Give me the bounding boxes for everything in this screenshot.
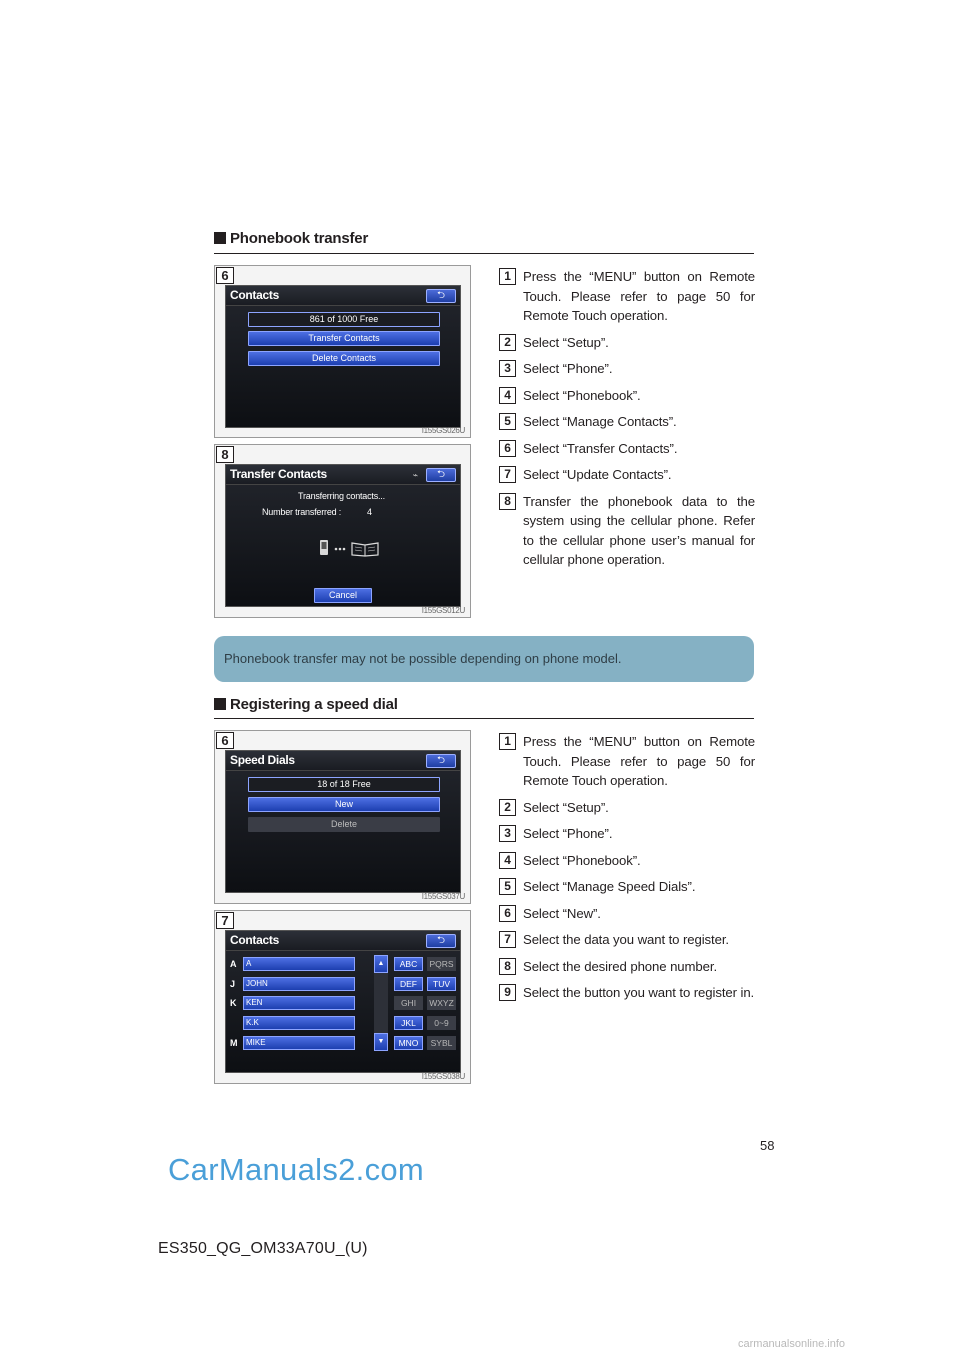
section-rule — [214, 253, 754, 254]
step-item: 3 Select “Phone”. — [499, 359, 755, 379]
figure-transfer-contacts — [214, 444, 471, 618]
figure-step-number: 6 — [216, 732, 234, 749]
delete-contacts-button[interactable]: Delete Contacts — [248, 351, 440, 366]
key-wxyz[interactable]: WXYZ — [427, 996, 456, 1010]
key-ghi[interactable]: GHI — [394, 996, 423, 1010]
footer-site-link[interactable]: carmanualsonline.info — [738, 1338, 846, 1350]
back-button[interactable]: ⮌ — [426, 468, 456, 482]
contacts-scrollbar[interactable] — [374, 955, 388, 1051]
figure-step-number: 6 — [216, 267, 234, 284]
number-transferred-label: Number transferred : — [262, 507, 342, 517]
key-symbol[interactable]: SYBL — [427, 1036, 456, 1050]
contact-row[interactable]: A — [243, 957, 355, 971]
figure-step-number: 7 — [216, 912, 234, 929]
step-item: 7 Select “Update Contacts”. — [499, 465, 755, 485]
step-item: 6 Select “Transfer Contacts”. — [499, 439, 755, 459]
step-item: 1 Press the “MENU” button on Remote Touch. Please refer to page 50 for Remote Touch operation. — [499, 267, 755, 326]
bluetooth-signal-icon: ⌁ — [412, 470, 418, 480]
section-title-phonebook-transfer: Phonebook transfer — [214, 230, 754, 250]
step-item: 5 Select “Manage Speed Dials”. — [499, 877, 755, 897]
speed-dials-count-info: 18 of 18 Free — [248, 777, 440, 792]
screen-title: Transfer Contacts — [230, 467, 327, 481]
step-item: 4 Select “Phonebook”. — [499, 851, 755, 871]
watermark-link[interactable]: CarManuals2.com — [168, 1152, 425, 1187]
scroll-down-button[interactable]: ▼ — [374, 1033, 388, 1051]
back-button[interactable]: ⮌ — [426, 934, 456, 948]
figure-contacts-menu — [214, 265, 471, 438]
figure-speed-dials — [214, 730, 471, 904]
key-jkl[interactable]: JKL — [394, 1016, 423, 1030]
key-pqrs[interactable]: PQRS — [427, 957, 456, 971]
figure-code: I155GS012U — [421, 606, 465, 615]
index-letter: J — [230, 979, 236, 989]
step-item: 6 Select “New”. — [499, 904, 755, 924]
step-item: 2 Select “Setup”. — [499, 798, 755, 818]
scroll-up-button[interactable]: ▲ — [374, 955, 388, 973]
step-item: 3 Select “Phone”. — [499, 824, 755, 844]
contact-row[interactable]: KEN — [243, 996, 355, 1010]
contact-row[interactable]: MIKE — [243, 1036, 355, 1050]
key-def[interactable]: DEF — [394, 977, 423, 991]
cancel-button[interactable]: Cancel — [314, 588, 372, 603]
contacts-count-info: 861 of 1000 Free — [248, 312, 440, 327]
figure-code: I155GS026U — [421, 426, 465, 435]
figure-contacts-list — [214, 910, 471, 1084]
figure-code: I155GS037U — [421, 892, 465, 901]
phone-to-book-icon — [318, 539, 384, 557]
screen-title: Speed Dials — [230, 753, 295, 767]
contact-row[interactable]: JOHN — [243, 977, 355, 991]
page-number: 58 — [760, 1138, 775, 1153]
contact-row[interactable]: K.K — [243, 1016, 355, 1030]
section-title-speed-dial: Registering a speed dial — [214, 696, 754, 716]
key-digits[interactable]: 0~9 — [427, 1016, 456, 1030]
figure-step-number: 8 — [216, 446, 234, 463]
step-item: 7 Select the data you want to register. — [499, 930, 755, 950]
index-letter: K — [230, 998, 237, 1008]
index-letter: A — [230, 959, 237, 969]
step-item: 8 Transfer the phonebook data to the system using the cellular phone. Refer to the cellular phone user’s manual for cellular phone operation. — [499, 492, 755, 570]
step-item: 8 Select the desired phone number. — [499, 957, 755, 977]
figure-code: I155GS038U — [421, 1072, 465, 1081]
step-item: 5 Select “Manage Contacts”. — [499, 412, 755, 432]
square-bullet-icon — [214, 232, 226, 244]
key-mno[interactable]: MNO — [394, 1036, 423, 1050]
transferring-status: Transferring contacts... — [298, 491, 385, 501]
note-box: Phonebook transfer may not be possible depending on phone model. — [214, 636, 754, 682]
steps-speed-dial — [499, 732, 755, 1010]
key-abc[interactable]: ABC — [394, 957, 423, 971]
screen-contacts-list — [225, 930, 461, 1073]
step-item: 4 Select “Phonebook”. — [499, 386, 755, 406]
new-speed-dial-button[interactable]: New — [248, 797, 440, 812]
screen-contacts-menu — [225, 285, 461, 428]
back-button[interactable]: ⮌ — [426, 289, 456, 303]
step-item: 2 Select “Setup”. — [499, 333, 755, 353]
screen-title: Contacts — [230, 288, 279, 302]
step-item: 1 Press the “MENU” button on Remote Touch. Please refer to page 50 for Remote Touch operation. — [499, 732, 755, 791]
square-bullet-icon — [214, 698, 226, 710]
section-rule — [214, 718, 754, 719]
transfer-contacts-button[interactable]: Transfer Contacts — [248, 331, 440, 346]
delete-speed-dial-button[interactable]: Delete — [248, 817, 440, 832]
document-code: ES350_QG_OM33A70U_(U) — [158, 1240, 368, 1257]
back-button[interactable]: ⮌ — [426, 754, 456, 768]
index-letter: M — [230, 1038, 238, 1048]
screen-transfer-contacts — [225, 464, 461, 607]
key-tuv[interactable]: TUV — [427, 977, 456, 991]
number-transferred-value: 4 — [367, 507, 372, 517]
screen-title: Contacts — [230, 933, 279, 947]
step-item: 9 Select the button you want to register in. — [499, 983, 755, 1003]
steps-phonebook-transfer — [499, 267, 755, 577]
screen-speed-dials — [225, 750, 461, 893]
